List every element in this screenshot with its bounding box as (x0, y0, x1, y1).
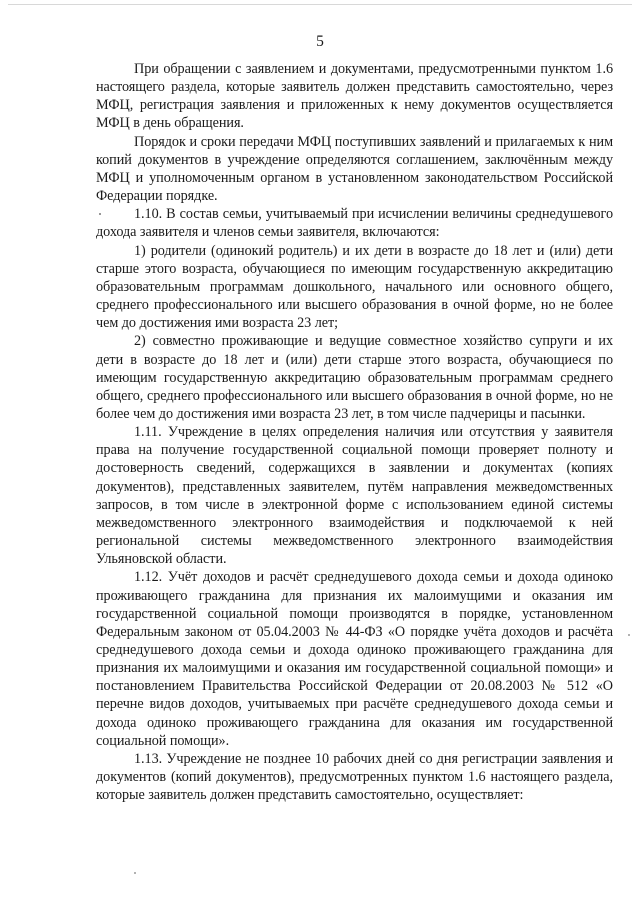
document-body (96, 60, 613, 804)
list-item-1: 1) родители (одинокий родитель) и их дети в возрасте до 18 лет и (или) дети старше этого возраста, обучающиеся по имеющим государственную аккредитацию образовательным программам дошкольного, начального или основного общего, среднего профессионального или высшего образования в очной форме, но не более чем до достижения ими возраста 23 лет; (96, 242, 613, 332)
paragraph-mfc-transfer: Порядок и сроки передачи МФЦ поступивших заявлений и прилагаемых к ним копий документов в учреждение определяются соглашением, заключённым между МФЦ и уполномоченным органом в установленном законодательством Российской Федерации порядке. (96, 133, 613, 205)
page-number: 5 (316, 33, 324, 50)
scan-speck (628, 634, 630, 636)
paragraph-1-11: 1.11. Учреждение в целях определения наличия или отсутствия у заявителя права на получение государственной социальной помощи проверяет полноту и достоверность сведений, содержащихся в заявлении и документах (копиях документов), представленных заявителем, путём направления межведомственных запросов, в том числе в электронной форме с использованием единой системы межведомственного электронного взаимодействия и подключаемой к ней региональной системы межведомственного электронного взаимодействия Ульяновской области. (96, 424, 613, 568)
paragraph-1-13: 1.13. Учреждение не позднее 10 рабочих дней со дня регистрации заявления и документов (копий документов), предусмотренных пунктом 1.6 настоящего раздела, которые заявитель должен представить самостоятельно, осуществляет: (96, 750, 613, 804)
paragraph-1-12: 1.12. Учёт доходов и расчёт среднедушевого дохода семьи и дохода одиноко проживающего гражданина для признания их малоимущими и оказания им государственной социальной помощи производятся в порядке, установленном Федеральным законом от 05.04.2003 № 44-ФЗ «О порядке учёта доходов и расчёта среднедушевого дохода семьи и дохода одиноко проживающего гражданина для признания их малоимущими и оказания им государственной социальной помощи» и постановлением Правительства Российской Федерации от 20.08.2003 № 512 «О перечне видов доходов, учитываемых при расчёте среднедушевого дохода семьи и дохода одиноко проживающего гражданина для оказания им государственной социальной помощи». (96, 569, 613, 749)
list-item-2: 2) совместно проживающие и ведущие совместное хозяйство супруги и их дети в возрасте до 18 лет и (или) дети старше этого возраста, обучающиеся по имеющим государственную аккредитацию образовательным программам среднего общего, среднего профессионального или высшего образования в очной форме, но не более чем до достижения ими возраста 23 лет, в том числе падчерицы и пасынки. (96, 333, 613, 422)
paragraph-1-10: 1.10. В состав семьи, учитываемый при исчислении величины среднедушевого дохода заявителя и членов семьи заявителя, включаются: (96, 206, 613, 241)
scan-speck (134, 872, 136, 874)
paragraph-mfc-registration: При обращении с заявлением и документами, предусмотренными пунктом 1.6 настоящего раздела, которые заявитель должен представить самостоятельно, через МФЦ, регистрация заявления и приложенных к нему документов осуществляется МФЦ в день обращения. (96, 61, 613, 132)
scan-edge-line (8, 4, 632, 5)
